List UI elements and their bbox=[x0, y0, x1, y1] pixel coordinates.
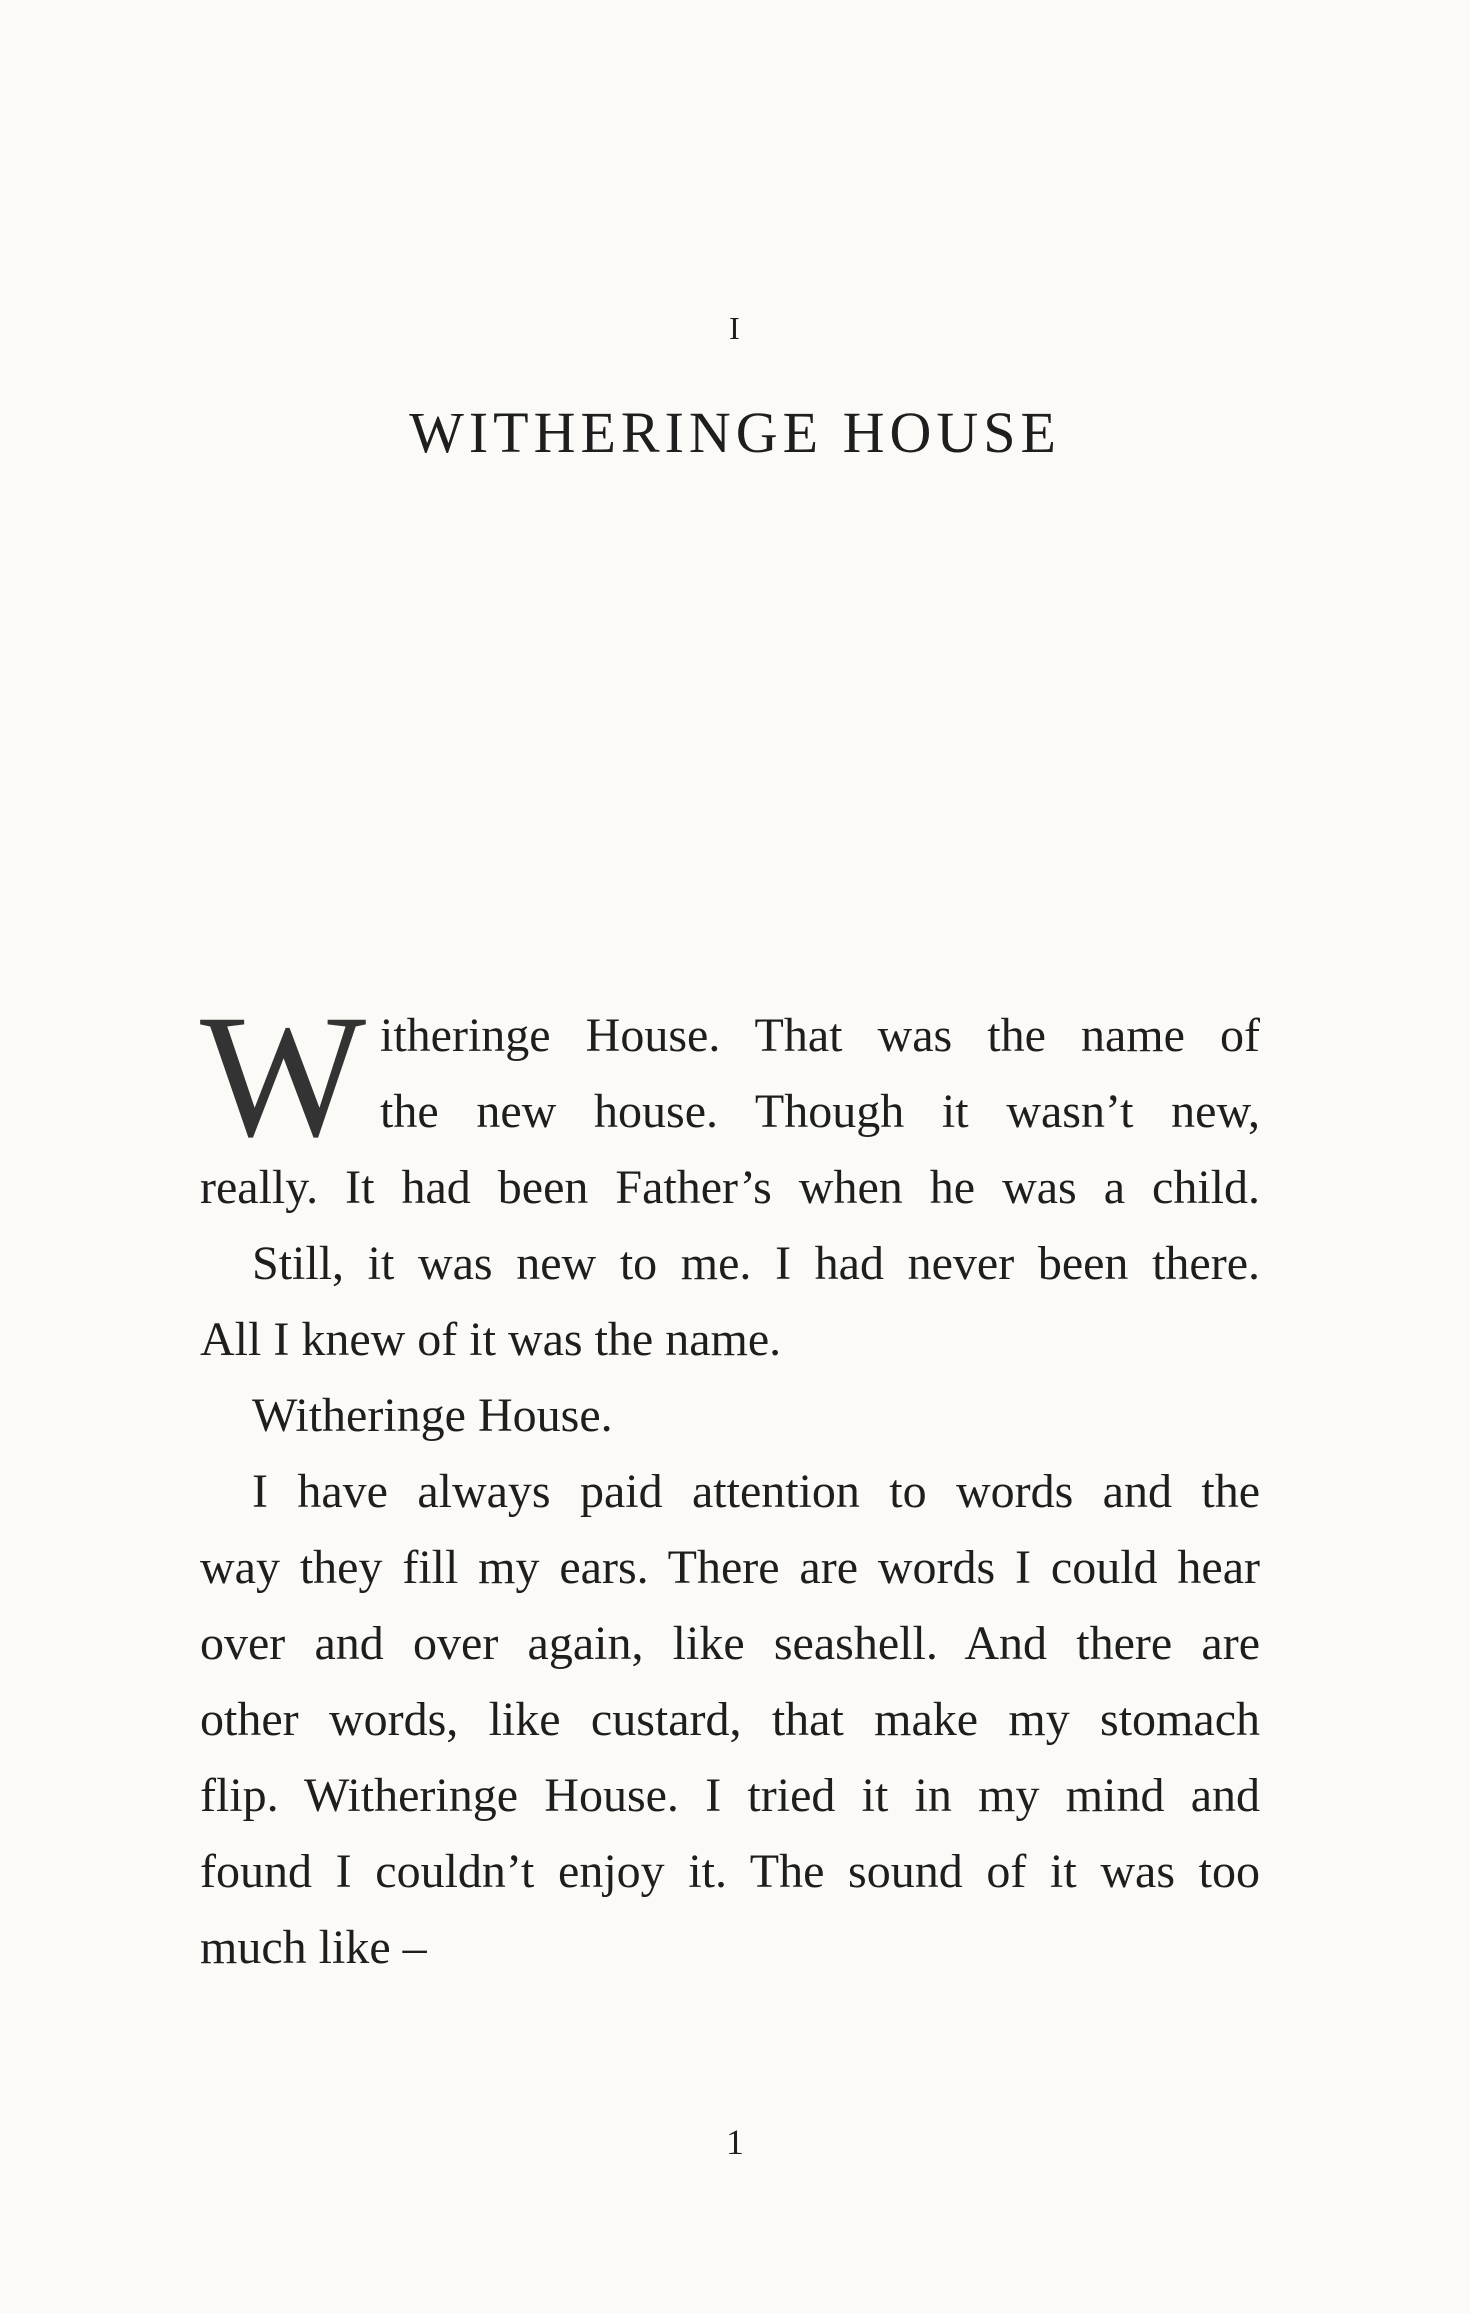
page-number: 1 bbox=[726, 2122, 744, 2162]
text-line: itheringe House. That was the name of bbox=[380, 1009, 1260, 1062]
text-line: All I knew of it was the name. bbox=[200, 1313, 782, 1366]
text-line: flip. Witheringe House. I tried it in my mind and bbox=[200, 1769, 1260, 1822]
chapter-title: WITHERINGE HOUSE bbox=[409, 400, 1061, 465]
body-text bbox=[200, 979, 1260, 1986]
chapter-number: I bbox=[729, 310, 741, 346]
text-line: found I couldn’t enjoy it. The sound of it was too bbox=[200, 1845, 1260, 1898]
text-line: Still, it was new to me. I had never been there. bbox=[252, 1237, 1260, 1290]
text-line: other words, like custard, that make my stomach bbox=[200, 1693, 1260, 1746]
text-line: Witheringe House. bbox=[252, 1389, 613, 1442]
drop-cap: W bbox=[200, 979, 367, 1174]
text-line: much like – bbox=[200, 1921, 427, 1974]
text-line: the new house. Though it wasn’t new, bbox=[380, 1085, 1260, 1138]
text-line: really. It had been Father’s when he was a child. bbox=[200, 1161, 1260, 1214]
text-line: over and over again, like seashell. And there are bbox=[200, 1617, 1260, 1670]
text-line: way they fill my ears. There are words I could hear bbox=[200, 1541, 1260, 1594]
text-line: I have always paid attention to words and the bbox=[252, 1465, 1260, 1518]
